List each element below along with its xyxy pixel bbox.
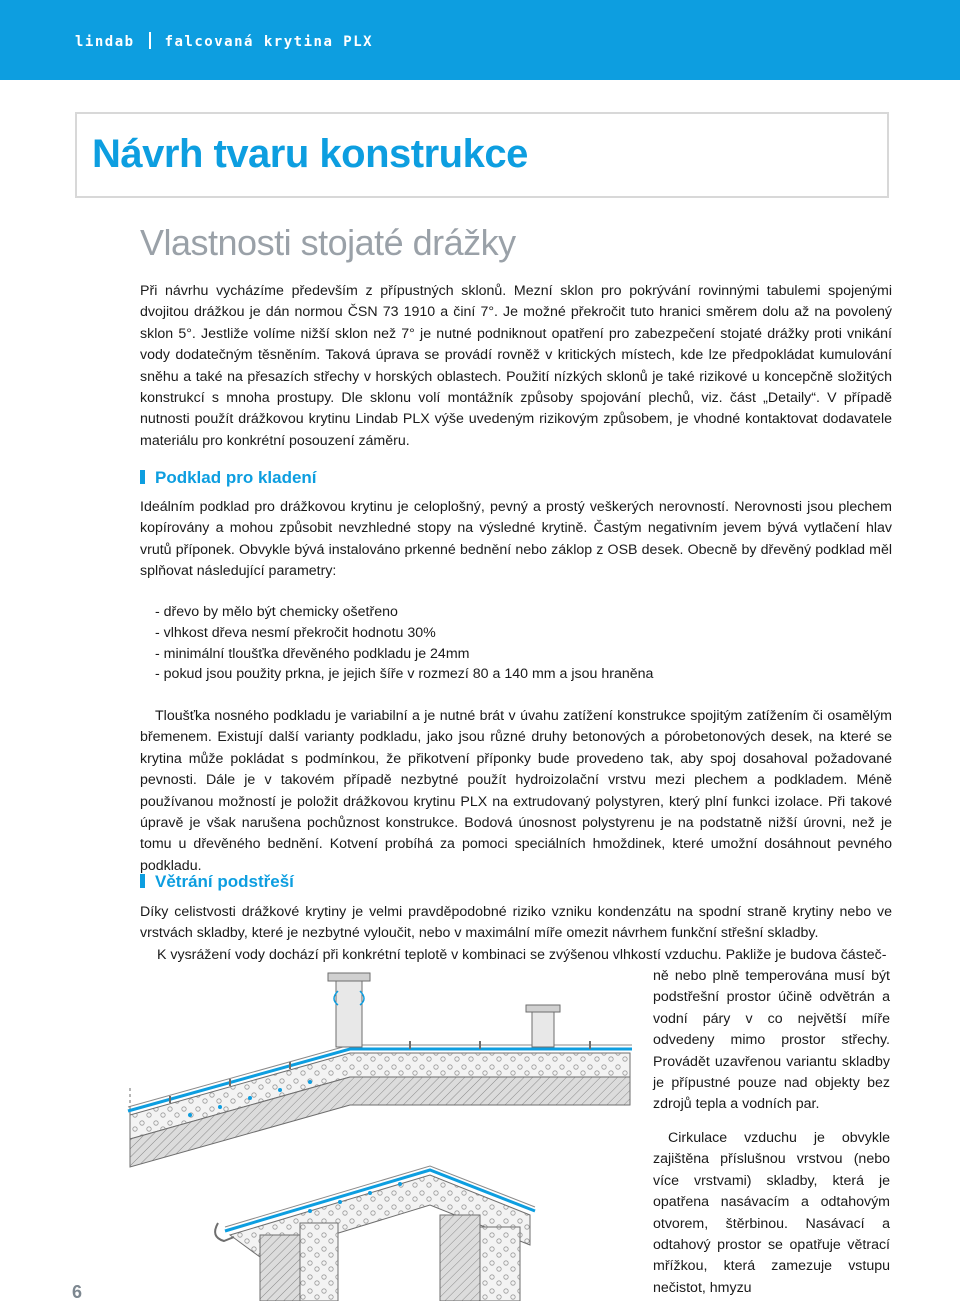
- list-item: - minimální tloušťka dřevěného podkladu je 24mm: [155, 645, 470, 662]
- section-heading-text: Podklad pro kladení: [155, 468, 317, 487]
- intro-paragraph: Při návrhu vycházíme především z přípustných sklonů. Mezní sklon pro pokrývání rovinnými tabulemi spojenými dvojitou drážkou je dán normou ČSN 73 1910 a činí 7°. Je možné překročit tuto hranici směrem dolu až na povolený sklon 5°. Jestliže volíme nižší sklon než 7° je nutné podniknout opatření pro zabezpečení stojaté drážky proti vnikání vody dodatečným těsněním. Taková úprava se provádí rovněž v kritických místech, kde lze předpokládat kumulování sněhu a také na přesazích střechy v horských oblastech. Použití nízkých sklonů je také rizikové u koncepčně složitých konstrukcí s mnoha prostupy. Dle sklonu volí montážník způsoby spojování plechů, viz. část „Detaily“. V případě nutnosti použít drážkovou krytinu Lindab PLX výše uvedeným rizikovým způsobem, je vhodné kontaktovat dodavatele materiálu pro konkrétní posouzení záměru.: [140, 283, 892, 449]
- section-heading-text: Větrání podstřeší: [155, 872, 294, 891]
- header-product: falcovaná krytina PLX: [164, 34, 374, 50]
- header-separator: [149, 32, 151, 49]
- page-number: 6: [72, 1282, 83, 1302]
- header-bar: [0, 0, 960, 80]
- upper-roof-section: [128, 973, 632, 1167]
- vetrani-paragraph-1: Díky celistvosti drážkové krytiny je velmi pravděpodobné riziko vzniku kondenzátu na spodní straně krytiny nebo ve vrstvách skladby, které je nezbytné vyloučit, nebo v maximální míře omezit návrhem funkční střešní skladby.: [140, 904, 892, 942]
- page-title: Návrh tvaru konstrukce: [92, 132, 528, 176]
- header-brand: lindab: [75, 34, 135, 50]
- vetrani-paragraph-2-line: K vysrážení vody dochází při konkrétní teplotě v kombinaci se zvýšenou vlhkostí vzduchu. Pakliže je budova částeč-: [157, 947, 887, 963]
- lower-roof-section: [215, 1166, 535, 1301]
- podklad-paragraph-2: Tloušťka nosného podkladu je variabilní a je nutné brát v úvahu zatížení konstrukce spojitým zatížením či osamělým břemenem. Existují další varianty podkladu, jako jsou různé druhy betonových a pórobetonových desek, na které se krytina může pokládat s podmínkou, že přikotvení příponky bude provedeno tak, aby spoj dosahoval požadované pevnosti. Dále je v takovém případě nezbytné použít hydroizolační vrstvu mezi plechem a podkladem. Méně používanou možností je položit drážkovou krytinu PLX na extrudovaný polystyren, který plní funkci izolace. Při takové úpravě je však narušena pochůznost konstrukce. Bodová únosnost polystyrenu je na podstatně nižší úrovni, než je tomu u dřevěného bednění. Kotvení probíhá za pomoci speciálních hmoždinek, které umožní dosáhnout pevného podkladu.: [140, 708, 892, 874]
- section-marker: [140, 470, 145, 484]
- vetrani-paragraph-2-rest: ně nebo plně temperována musí být podstřešní prostor účině odvětrán a vodní páry v co největší míře odvedeny mimo prostor střechy. Provádět uzavřenou variantu skladby je přípustné pouze nad objekty bez zdrojů tepla a vodních par.: [653, 968, 890, 1113]
- roof-ventilation-diagram: [110, 965, 640, 1301]
- parameter-list: [155, 602, 653, 685]
- section-heading-podklad: [140, 468, 317, 488]
- section-heading-vetrani: [140, 872, 294, 892]
- title-box: [75, 112, 889, 198]
- section-marker: [140, 874, 145, 888]
- header-text: [75, 32, 373, 50]
- list-item: - pokud jsou použity prkna, je jejich šíře v rozmezí 80 a 140 mm a jsou hraněna: [155, 666, 654, 683]
- subtitle: Vlastnosti stojaté drážky: [140, 222, 516, 263]
- podklad-paragraph-1: Ideálním podklad pro drážkovou krytinu je celoplošný, pevný a prostý veškerých nerovností. Nerovnosti jsou plechem kopírovány a mohou způsobit nevzhledné stopy na výsledné krytině. Častým negativním jevem bývá vytlačení hlav vrutů příponek. Obvykle bývá instalováno prkenné bednění nebo záklop z OSB desek. Obecně by dřevěný podklad měl splňovat následující parametry:: [140, 499, 892, 580]
- list-item: - vlhkost dřeva nesmí překročit hodnotu 30%: [155, 624, 436, 641]
- list-item: - dřevo by mělo být chemicky ošetřeno: [155, 604, 398, 620]
- vetrani-paragraph-3: Cirkulace vzduchu je obvykle zajištěna příslušnou vrstvou (nebo více vrstvami) skladby, která je opatřena nasávacím a odtahovým otvorem, štěrbinou. Nasávací a odtahový prostor se opatřuje větrací mřížkou, která zamezuje vstupu nečistot, hmyzu: [653, 1130, 890, 1296]
